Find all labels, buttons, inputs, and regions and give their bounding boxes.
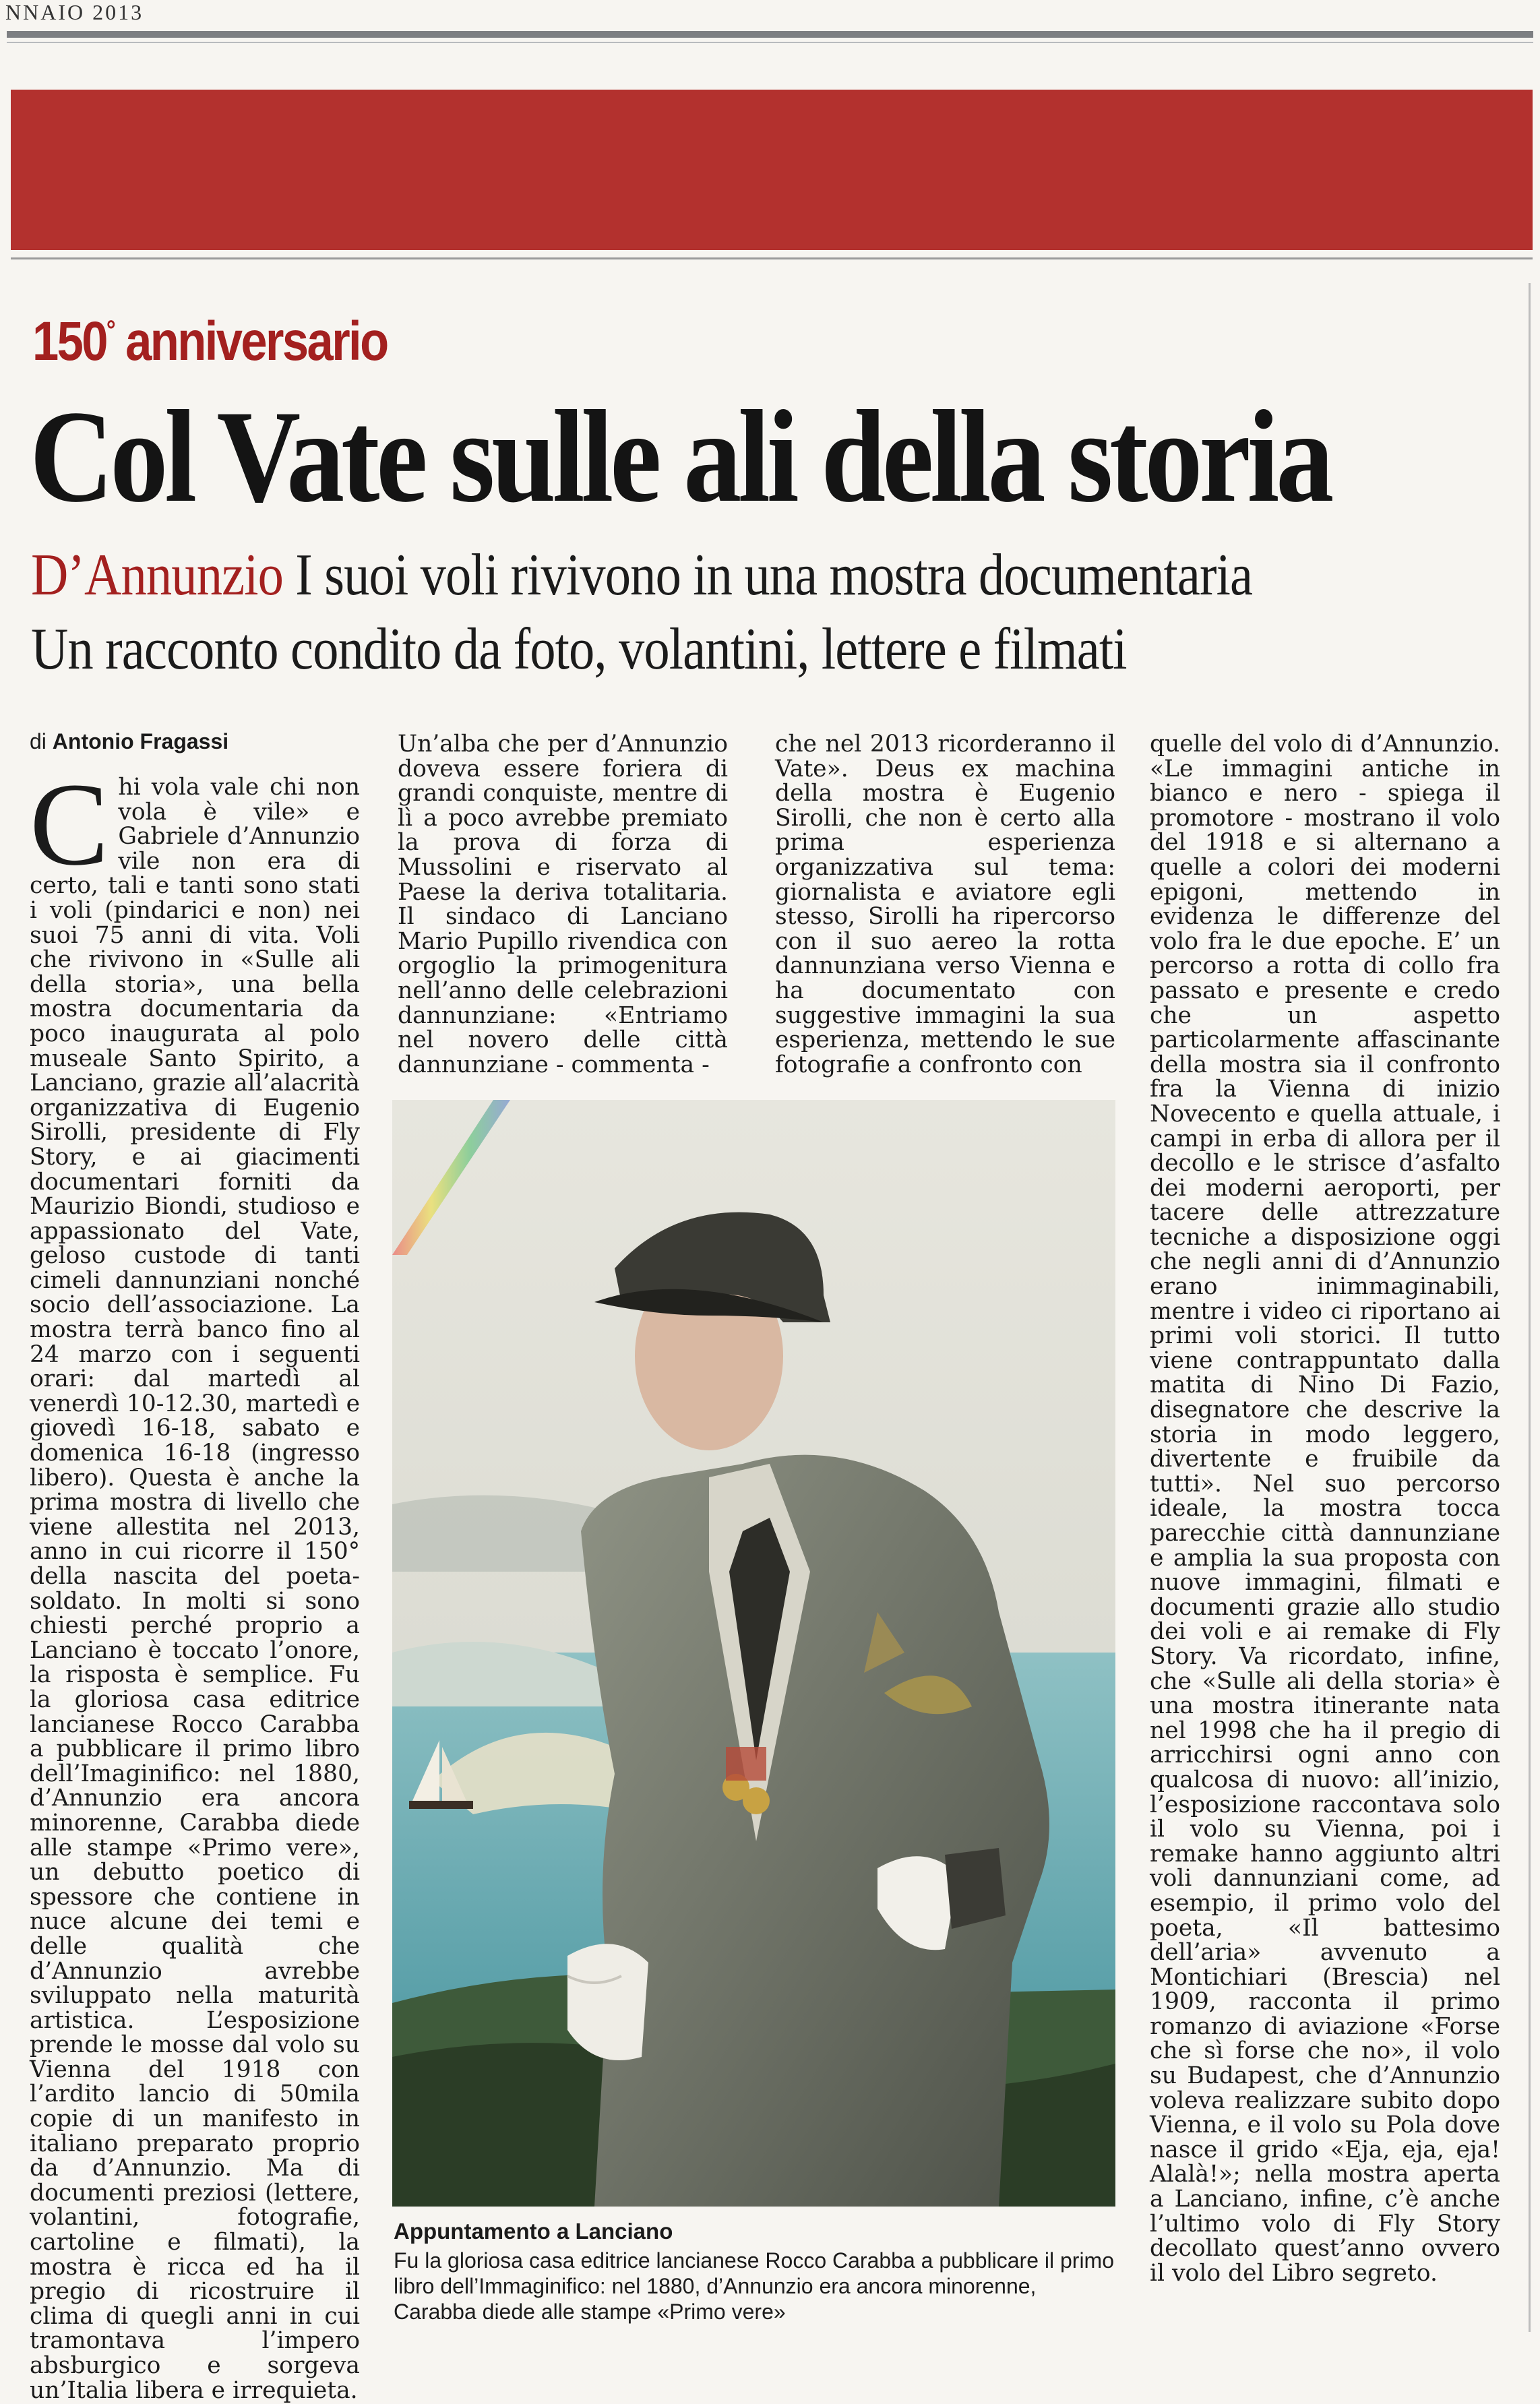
page-date-header: NNAIO 2013 — [5, 0, 144, 24]
byline-author: Antonio Fragassi — [52, 729, 229, 753]
section-band — [11, 90, 1533, 250]
thin-rule — [7, 42, 1533, 43]
article-column-3: che nel 2013 ricorderanno il Vate». Deus ex machina della mostra è Eugenio Sirolli, che non è certo alla prima esperienza organizzativa sul tema: giornalista e aviatore egli stesso, Sirolli ha ripercorso con il suo aereo la rotta dannunziana verso Vienna e ha documentato con suggestive immagini la sua esperienza, mettendo le sue fotografie a confronto con — [775, 731, 1115, 1078]
band-divider — [11, 257, 1533, 259]
article-column-1 — [30, 759, 360, 2404]
portrait-illustration — [392, 1100, 1115, 2207]
kicker-degree: ° — [106, 315, 115, 345]
top-rule — [7, 31, 1533, 38]
subhead-line-1 — [31, 543, 1253, 608]
byline — [30, 729, 228, 754]
drop-cap: C — [30, 759, 109, 890]
photo-caption-title: Appuntamento a Lanciano — [394, 2219, 673, 2244]
subhead-line-2: Un racconto condito da foto, volantini, lettere e filmati — [31, 617, 1127, 682]
photo-caption-text: Fu la gloriosa casa editrice lancianese Rocco Carabba a pubblicare il primo libro dell’Immaginifico: nel 1880, d’Annunzio era ancora minorenne, Carabba diede alle stampe «Primo vere» — [394, 2248, 1114, 2324]
subhead-text-1: I suoi voli rivivono in una mostra documentaria — [283, 543, 1253, 608]
page-edge-rule — [1529, 283, 1531, 2332]
byline-prefix: di — [30, 729, 53, 753]
subhead-tag: D’Annunzio — [31, 543, 284, 608]
headline: Col Vate sulle ali della storia — [30, 383, 1331, 530]
kicker-label: anniversario — [114, 311, 388, 372]
kicker — [32, 310, 388, 373]
article-column-4: quelle del volo di d’Annunzio. «Le immagini antiche in bianco e nero - spiega il promotore - mostrano il volo del 1918 e si alternano a quelle a colori dei moderni epigoni, mettendo in evidenza le differenze del volo fra le due epoche. E’ un percorso a rotta di collo fra passato e presente e credo che un aspetto particolarmente affascinante della mostra sia il confronto fra la Vienna di inizio Novecento e quella attuale, i campi in erba di allora per il decollo e le strisce d’asfalto dei moderni aeroporti, per tacere delle attrezzature tecniche a disposizione oggi che negli anni di d’Annunzio erano inimmaginabili, mentre i video ci riportano ai primi voli storici. Il tutto viene contrappuntato dalla matita di Nino Di Fazio, disegnatore che descrive la storia in modo leggero, divertente e fruibile da tutti». Nel suo percorso ideale, la mostra tocca parecchie città dannunziane e amplia la sua proposta con nuove immagini, filmati e documenti grazie allo studio dei voli e ai remake di Fly Story. Va ricordato, infine, che «Sulle ali della storia» è una mostra itinerante nata nel 1998 che ha il pregio di arricchirsi ogni anno con qualcosa di nuovo: all’inizio, l’esposizione raccontava solo il volo su Vienna, poi i remake hanno aggiunto altri voli dannunziani come, ad esempio, il primo volo del poeta, «Il battesimo dell’aria» avvenuto a Montichiari (Brescia) nel 1909, racconta il primo romanzo di aviazione «Forse che sì forse che no», il volo su Budapest, che d’Annunzio voleva realizzare subito dopo Vienna, e il volo su Pola dove nasce il grido «Eja, eja, eja! Alalà!»; nella mostra aperta a Lanciano, infine, c’è anche l’ultimo volo di Fly Story decollato quest’anno ovvero il volo del Libro segreto. — [1150, 731, 1500, 2287]
article-column-2: Un’alba che per d’Annunzio doveva essere foriera di grandi conquiste, mentre di lì a poco avrebbe premiato la prova di forza di Mussolini e riservato al Paese la deriva totalitaria. Il sindaco di Lanciano Mario Pupillo rivendica con orgoglio la primogenitura nell’anno delle celebrazioni dannunziane: «Entriamo nel novero delle città dannunziane - commenta - — [398, 731, 728, 1078]
kicker-number: 150 — [32, 311, 106, 372]
column-1-text: hi vola vale chi non vola è vile» e Gabriele d’Annunzio vile non era di certo, tali e tanti sono stati i voli (pindarici e non) nei suoi 75 anni di vita. Voli che rivivono in «Sulle ali della storia», una bella mostra documentaria da poco inaugurata al polo museale Santo Spirito, a Lanciano, grazie all’alacrità organizzativa di Eugenio Sirolli, presidente di Fly Story, e ai giacimenti documentari forniti da Maurizio Biondi, studioso e appassionato del Vate, geloso custode di tanti cimeli dannunziani nonché socio dell’associazione. La mostra terrà banco fino al 24 marzo con i seguenti orari: dal martedì al venerdì 10-12.30, martedì e giovedì 16-18, sabato e domenica 16-18 (ingresso libero). Questa è anche la prima mostra di livello che viene allestita nel 2013, anno in cui ricorre il 150° della nascita del poeta-soldato. In molti si sono chiesti perché proprio a Lanciano è toccato l’onore, la risposta è semplice. Fu la gloriosa casa editrice lancianese Rocco Carabba a pubblicare il primo libro dell’Imaginifico: nel 1880, d’Annunzio era ancora minorenne, Carabba diede alle stampe «Primo vere», un debutto poetico di spessore che contiene in nuce alcune dei temi e delle qualità che d’Annunzio avrebbe sviluppato nella maturità artistica. L’esposizione prende le mosse dal volo su Vienna del 1918 con l’ardito lancio di 50mila copie di un manifesto in italiano preparato proprio da d’Annunzio. Ma di documenti preziosi (lettere, volantini, fotografie, cartoline e filmati), la mostra è ricca ed ha il pregio di ricostruire il clima di quegli anni in cui tramontava l’impero absburgico e sorgeva un’Italia libera e irrequieta. — [30, 774, 360, 2404]
article-photo — [392, 1100, 1115, 2207]
